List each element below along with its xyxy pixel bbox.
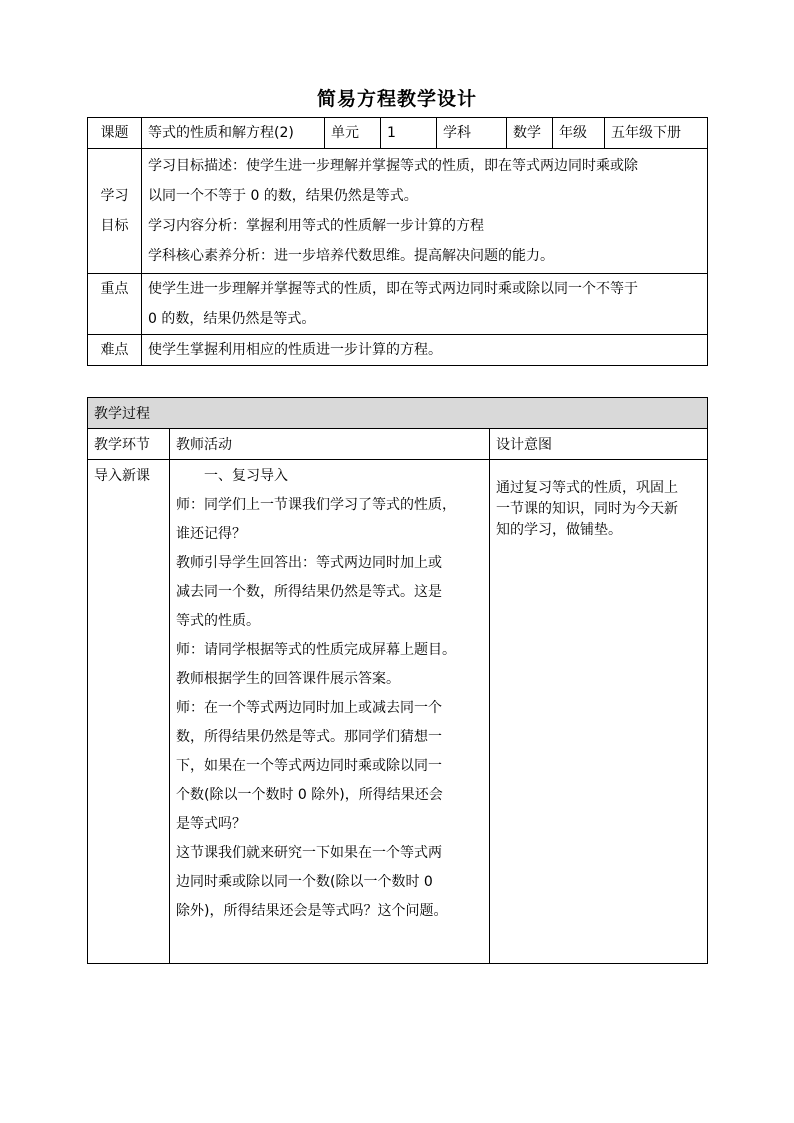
design-intent-cell <box>490 460 708 964</box>
process-row <box>88 460 708 964</box>
teacher-activity-cell <box>170 460 490 964</box>
grade-value: 五年级下册 <box>605 118 708 149</box>
key-point-line: 0 的数，结果仍然是等式。 <box>148 311 316 327</box>
intent-line: 知的学习，做铺垫。 <box>496 522 622 538</box>
lesson-info-table <box>87 117 708 366</box>
teacher-line: 个数(除以一个数时 0 除外)，所得结果还会 <box>176 787 443 803</box>
teacher-line: 边同时乘或除以同一个数(除以一个数时 0 <box>176 874 433 890</box>
goal-line: 学习内容分析：掌握利用等式的性质解一步计算的方程 <box>148 218 484 234</box>
teacher-line: 是等式吗？ <box>176 816 246 832</box>
teacher-line: 数，所得结果仍然是等式。那同学们猜想一 <box>176 729 442 745</box>
document-title: 简易方程教学设计 <box>316 88 477 110</box>
unit-label: 单元 <box>325 118 381 149</box>
intent-column-header: 设计意图 <box>490 429 708 460</box>
teacher-column-header: 教师活动 <box>170 429 490 460</box>
goal-line: 学习目标描述：使学生进一步理解并掌握等式的性质，即在等式两边同时乘或除 <box>148 158 638 174</box>
teaching-process-table <box>87 397 708 964</box>
topic-row <box>88 118 708 149</box>
teacher-line: 师：同学们上一节课我们学习了等式的性质， <box>176 497 456 513</box>
goals-row <box>88 149 708 274</box>
topic-label: 课题 <box>88 118 142 149</box>
goals-label-line-2: 目标 <box>100 218 129 234</box>
difficulty-content: 使学生掌握利用相应的性质进一步计算的方程。 <box>142 335 708 366</box>
teacher-line: 这节课我们就来研究一下如果在一个等式两 <box>176 845 442 861</box>
teacher-line: 减去同一个数，所得结果仍然是等式。这是 <box>176 584 442 600</box>
process-header: 教学过程 <box>88 398 708 429</box>
teacher-line: 一、复习导入 <box>176 468 288 484</box>
stage-cell: 导入新课 <box>88 460 170 964</box>
subject-label: 学科 <box>437 118 507 149</box>
difficulty-row <box>88 335 708 366</box>
teacher-line: 等式的性质。 <box>176 613 260 629</box>
unit-value: 1 <box>381 118 437 149</box>
goal-line: 学科核心素养分析：进一步培养代数思维。提高解决问题的能力。 <box>148 248 554 264</box>
intent-line: 一节课的知识，同时为今天新 <box>496 501 678 517</box>
goal-line: 以同一个不等于 0 的数，结果仍然是等式。 <box>148 188 418 204</box>
key-points-content <box>142 274 708 335</box>
key-points-row <box>88 274 708 335</box>
subject-value: 数学 <box>507 118 553 149</box>
intent-line: 通过复习等式的性质，巩固上 <box>496 480 678 496</box>
goals-content <box>142 149 708 274</box>
teacher-line: 师：请同学根据等式的性质完成屏幕上题目。 <box>176 642 456 658</box>
key-points-label: 重点 <box>88 274 142 335</box>
teacher-line: 教师引导学生回答出：等式两边同时加上或 <box>176 555 442 571</box>
teacher-line: 谁还记得？ <box>176 526 246 542</box>
teacher-line: 师：在一个等式两边同时加上或减去同一个 <box>176 700 442 716</box>
stage-column-header: 教学环节 <box>88 429 170 460</box>
goals-label <box>88 149 142 274</box>
topic-value: 等式的性质和解方程(2) <box>142 118 325 149</box>
grade-label: 年级 <box>553 118 605 149</box>
key-point-line: 使学生进一步理解并掌握等式的性质，即在等式两边同时乘或除以同一个不等于 <box>148 281 638 297</box>
goals-label-line-1: 学习 <box>100 188 129 204</box>
process-column-headers <box>88 429 708 460</box>
teacher-line: 教师根据学生的回答课件展示答案。 <box>176 671 400 687</box>
difficulty-label: 难点 <box>88 335 142 366</box>
teacher-line: 下，如果在一个等式两边同时乘或除以同一 <box>176 758 442 774</box>
teacher-line: 除外)，所得结果还会是等式吗？这个问题。 <box>176 903 448 919</box>
